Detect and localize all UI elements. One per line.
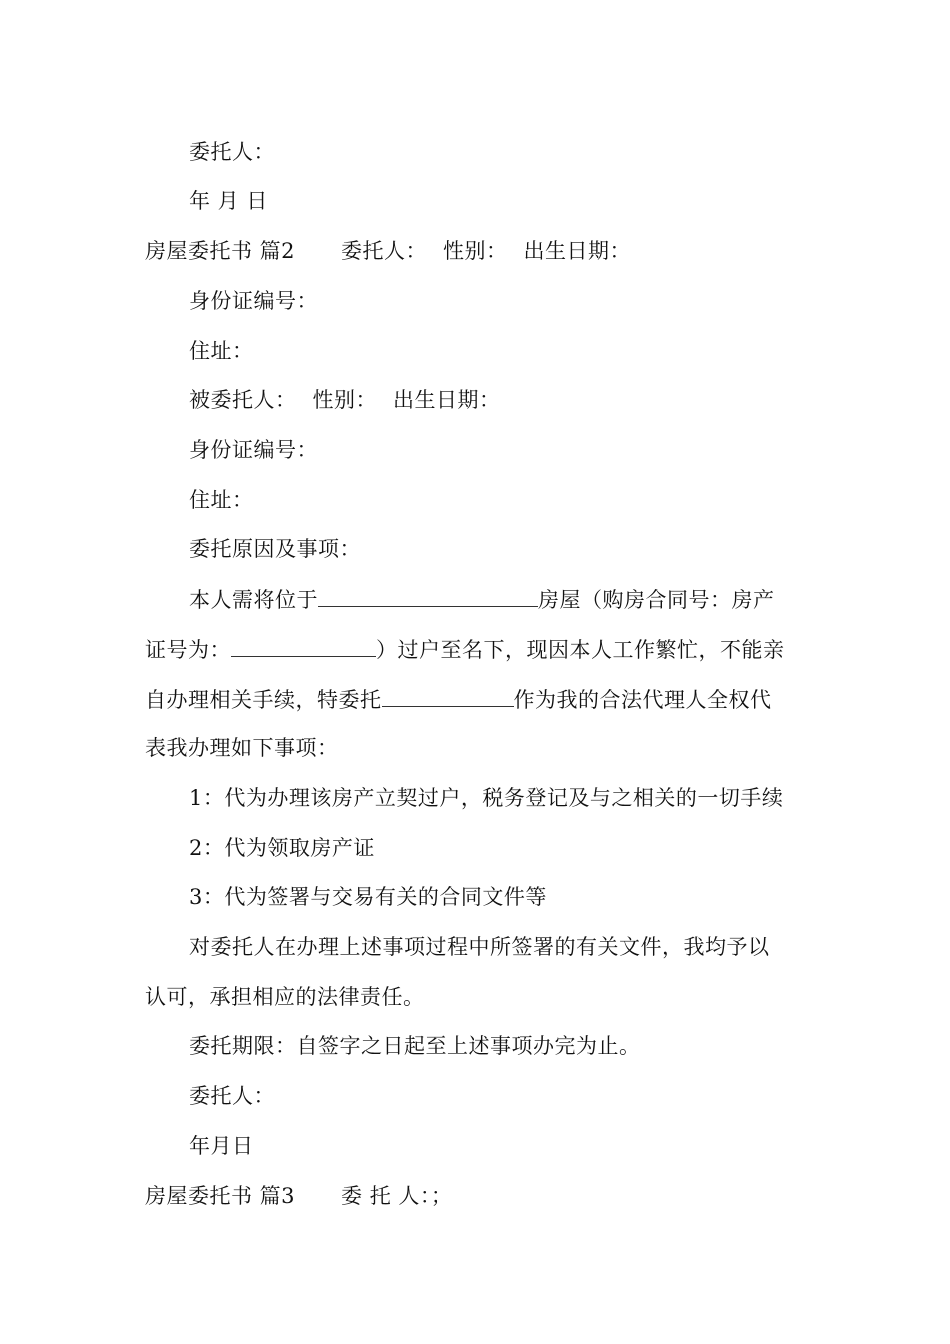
body-text: 证号为： [145,638,231,662]
body-text: 房屋（购房合同号：房产 [538,588,775,612]
id-number-label: 身份证编号： [189,289,318,313]
address-label: 住址： [189,339,254,363]
signature-line [189,1081,810,1111]
signature-date: 年月日 [189,1134,254,1158]
section-title: 房屋委托书 篇3 [145,1184,296,1208]
signature-date-line [189,1131,810,1161]
trustee-address-label: 住址： [189,488,254,512]
period-text: 委托期限：自签字之日起至上述事项办完为止。 [189,1034,641,1058]
date-label: 年 月 日 [189,189,268,213]
period-line [189,1031,810,1061]
body-text: 表我办理如下事项： [145,736,339,760]
body-paragraph-line-2 [145,634,810,664]
agent-name-blank [382,684,514,707]
body-text: 自办理相关手续，特委托 [145,688,382,712]
trustee-id-label: 身份证编号： [189,438,318,462]
reason-label: 委托原因及事项： [189,537,361,561]
section-heading-2 [145,236,810,266]
list-item-text: 2：代为领取房产证 [189,836,375,860]
section-title: 房屋委托书 篇2 [145,239,296,263]
body-text: 对委托人在办理上述事项过程中所签署的有关文件，我均予以 [189,935,770,959]
signature-label: 委托人： [189,1084,275,1108]
body-text: ）过户至名下，现因本人工作繁忙，不能亲 [376,638,785,662]
trustee-gender-label: 性别： [312,388,377,412]
birth-date-label: 出生日期： [523,239,632,263]
list-item-text: 3：代为签署与交易有关的合同文件等 [189,885,547,909]
trustee-address-line [189,485,810,515]
entruster-label: 委托人： [189,140,275,164]
date-line [189,186,810,216]
trustee-line [189,385,810,415]
trustee-birth-date-label: 出生日期： [393,388,501,412]
entruster-signature-line [189,137,810,167]
location-blank [318,584,538,607]
list-item-1 [189,783,810,813]
body-text: 认可，承担相应的法律责任。 [145,985,425,1009]
list-item-2 [189,833,810,863]
certificate-number-blank [231,634,376,657]
approval-line-2 [145,982,810,1012]
approval-line-1 [189,932,810,962]
entruster-label: 委 托 人：； [341,1184,453,1208]
entruster-label: 委托人： [341,239,428,263]
trustee-label: 被委托人： [189,388,297,412]
body-paragraph-line-4 [145,733,810,763]
body-text: 本人需将位于 [189,588,318,612]
address-line [189,336,810,366]
gender-label: 性别： [443,239,508,263]
id-number-line [189,286,810,316]
section-heading-3 [145,1181,810,1211]
list-item-text: 1：代为办理该房产立契过户，税务登记及与之相关的一切手续 [189,786,784,810]
list-item-3 [189,882,810,912]
body-paragraph-line-3 [145,684,810,714]
body-paragraph-line-1 [189,584,810,614]
trustee-id-line [189,435,810,465]
reason-heading [189,534,810,564]
body-text: 作为我的合法代理人全权代 [513,688,772,712]
